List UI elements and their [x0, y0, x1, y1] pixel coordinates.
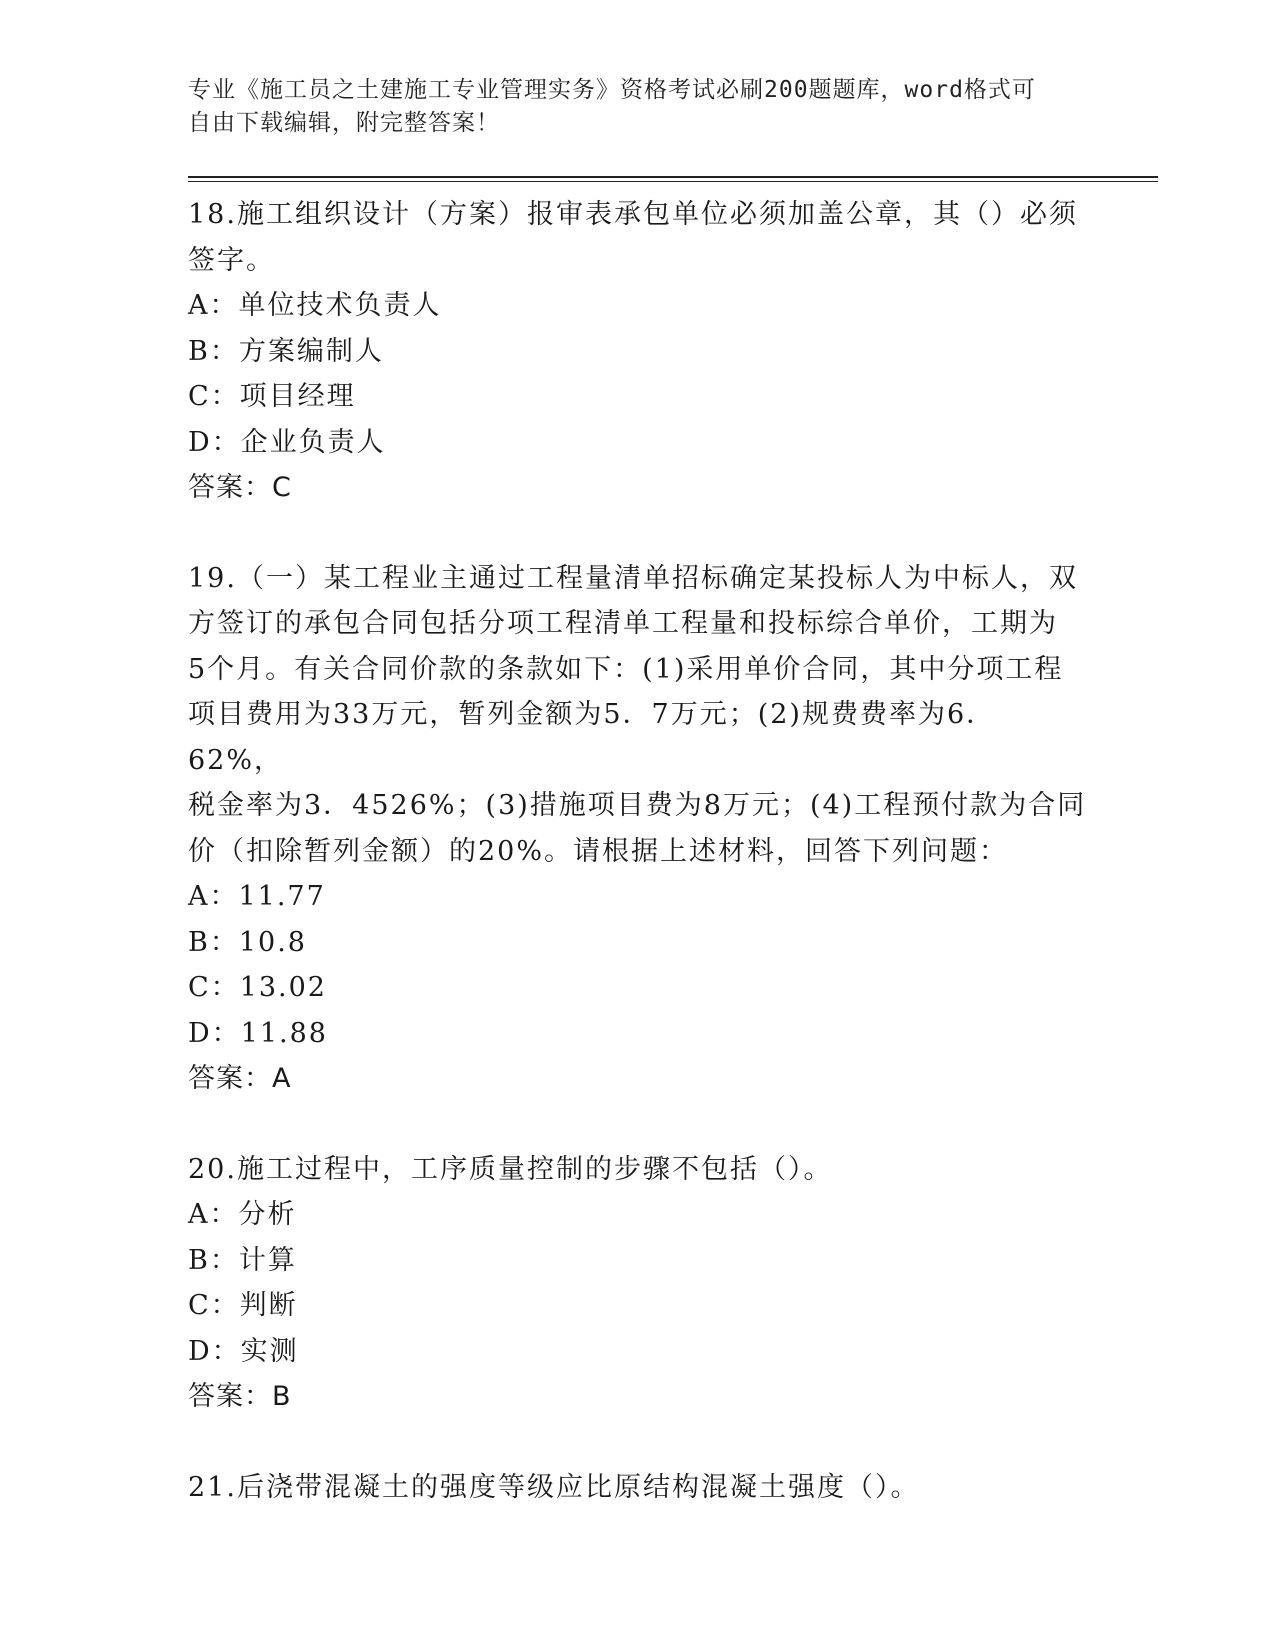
- option-b: B：计算: [188, 1244, 297, 1276]
- option-d: D：11.88: [188, 1017, 328, 1049]
- option-d: D：企业负责人: [188, 426, 386, 458]
- option-c: C：13.02: [188, 972, 327, 1003]
- question-stem-line: 方签订的承包合同包括分项工程清单工程量和投标综合单价，工期为: [188, 608, 1058, 639]
- answer-line: 答案：B: [188, 1381, 292, 1412]
- option-c: C：项目经理: [188, 381, 356, 412]
- option-a: A：分析: [188, 1199, 297, 1230]
- option-b: B：方案编制人: [188, 335, 384, 367]
- question-20: [188, 1147, 1088, 1420]
- question-stem-line: 价（扣除暂列金额）的20%。请根据上述材料，回答下列问题：: [188, 835, 1009, 867]
- question-21: [188, 1465, 1088, 1511]
- option-c: C：判断: [188, 1290, 298, 1321]
- question-stem-line: 5个月。有关合同价款的条款如下：(1)采用单价合同，其中分项工程: [188, 653, 1064, 685]
- option-b: B：10.8: [188, 926, 307, 958]
- question-spacer: [188, 1102, 1088, 1147]
- header-divider-thick: [188, 176, 1158, 178]
- answer-line: 答案：A: [188, 1063, 292, 1094]
- question-stem-line: 19.（一）某工程业主通过工程量清单招标确定某投标人为中标人，双: [188, 562, 1078, 594]
- question-spacer: [188, 1420, 1088, 1465]
- question-stem-line: 21.后浇带混凝土的强度等级应比原结构混凝土强度（）。: [188, 1471, 920, 1503]
- option-a: A：单位技术负责人: [188, 290, 442, 321]
- option-d: D：实测: [188, 1335, 299, 1367]
- answer-line: 答案：C: [188, 472, 292, 503]
- question-18: [188, 192, 1088, 511]
- question-list: [188, 192, 1088, 1510]
- question-stem-line: 18.施工组织设计（方案）报审表承包单位必须加盖公章，其（）必须: [188, 199, 1078, 230]
- header-line-1: 专业《施工员之土建施工专业管理实务》资格考试必刷200题题库，word格式可: [188, 77, 1036, 103]
- question-stem-line: 税金率为3．4526%；(3)措施项目费为8万元；(4)工程预付款为合同: [188, 790, 1087, 821]
- question-spacer: [188, 511, 1088, 556]
- header-line-2: 自由下载编辑，附完整答案！: [188, 110, 500, 136]
- question-stem-line: 签字。: [188, 244, 275, 276]
- question-19: [188, 556, 1088, 1102]
- document-header: [188, 74, 1068, 140]
- header-divider-thin: [188, 181, 1158, 182]
- question-stem-line: 20.施工过程中，工序质量控制的步骤不包括（）。: [188, 1153, 833, 1185]
- option-a: A：11.77: [188, 881, 326, 912]
- question-stem-line: 项目费用为33万元，暂列金额为5．7万元；(2)规费费率为6．62%，: [188, 699, 996, 776]
